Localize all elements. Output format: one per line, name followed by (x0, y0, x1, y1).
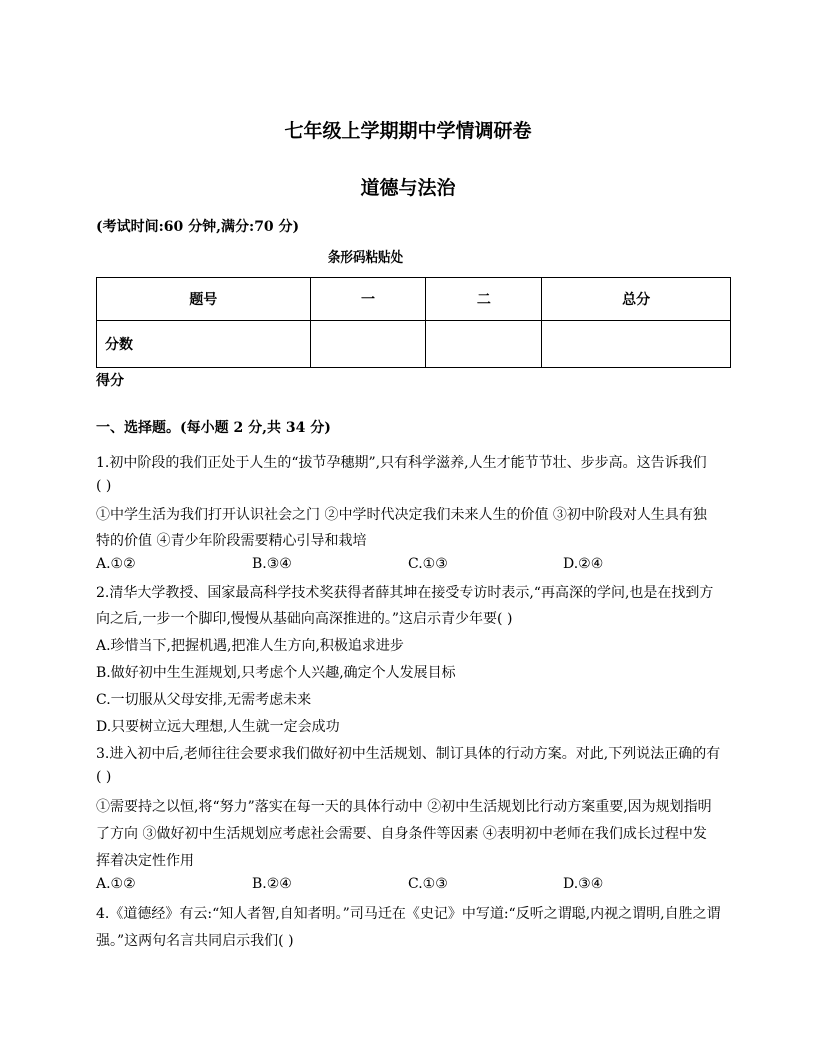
question-2-option-c: C.一切服从父母安排,无需考虑未来 (96, 692, 312, 708)
question-2-option-b: B.做好初中生生涯规划,只考虑个人兴趣,确定个人发展目标 (96, 665, 456, 681)
score-cell-part-2 (426, 321, 542, 368)
question-3-option-b: B.②④ (252, 876, 292, 892)
score-cell-part-1 (310, 321, 426, 368)
score-header-part-1: 一 (310, 278, 426, 321)
question-4-line-1: 4.《道德经》有云:“知人者智,自知者明。”司马迁在《史记》中写道:“反听之谓聪,内视之谓明,自胜之谓 (96, 906, 721, 922)
barcode-label: 条形码粘贴处 (327, 250, 404, 266)
exam-title: 七年级上学期期中学情调研卷 (284, 120, 532, 142)
score-table-score-row (97, 321, 731, 368)
question-2-option-a: A.珍惜当下,把握机遇,把准人生方向,积极追求进步 (96, 638, 404, 654)
question-1-line-4: 特的价值 ④青少年阶段需要精心引导和栽培 (96, 533, 367, 549)
score-header-part-2: 二 (426, 278, 542, 321)
question-3-line-1: 3.进入初中后,老师往往会要求我们做好初中生活规划、制订具体的行动方案。对此,下列说法正确的有 (96, 746, 721, 762)
question-1-line-2: ( ) (96, 478, 112, 494)
question-3-line-3: ①需要持之以恒,将“努力”落实在每一天的具体行动中 ②初中生活规划比行动方案重要,因为规划指明 (96, 799, 712, 815)
question-1-option-b: B.③④ (252, 556, 292, 572)
score-label: 得分 (96, 373, 124, 389)
question-2-line-2: 向之后,一步一个脚印,慢慢从基础向高深推进的。”这启示青少年要( ) (96, 611, 513, 627)
question-4-line-2: 强。”这两句名言共同启示我们( ) (96, 933, 294, 949)
subject-title: 道德与法治 (360, 177, 456, 199)
section-1-heading: 一、选择题。(每小题 2 分,共 34 分) (96, 420, 331, 436)
question-3-line-2: ( ) (96, 769, 112, 785)
score-table-header-row (97, 278, 731, 321)
score-header-question-no: 题号 (97, 278, 311, 321)
question-3-option-d: D.③④ (563, 876, 604, 892)
question-2-line-1: 2.清华大学教授、国家最高科学技术奖获得者薛其坤在接受专访时表示,“再高深的学问,也是在找到方 (96, 585, 714, 601)
question-1-line-3: ①中学生活为我们打开认识社会之门 ②中学时代决定我们未来人生的价值 ③初中阶段对人生具有独 (96, 507, 707, 523)
score-header-total: 总分 (542, 278, 731, 321)
question-1-line-1: 1.初中阶段的我们正处于人生的“拔节孕穗期”,只有科学滋养,人生才能节节壮、步步高。这告诉我们 (96, 455, 707, 471)
score-row-label: 分数 (97, 321, 311, 368)
question-2-option-d: D.只要树立远大理想,人生就一定会成功 (96, 719, 340, 735)
question-3-option-c: C.①③ (408, 876, 448, 892)
score-cell-total (542, 321, 731, 368)
exam-info: (考试时间:60 分钟,满分:70 分) (96, 219, 300, 235)
question-1-option-a: A.①② (96, 556, 136, 572)
question-1-option-d: D.②④ (563, 556, 604, 572)
question-3-line-4: 了方向 ③做好初中生活规划应考虑社会需要、自身条件等因素 ④表明初中老师在我们成长过程中发 (96, 826, 707, 842)
question-3-option-a: A.①② (96, 876, 136, 892)
question-3-line-5: 挥着决定性作用 (96, 853, 194, 869)
score-table (96, 277, 731, 368)
question-1-option-c: C.①③ (408, 556, 448, 572)
